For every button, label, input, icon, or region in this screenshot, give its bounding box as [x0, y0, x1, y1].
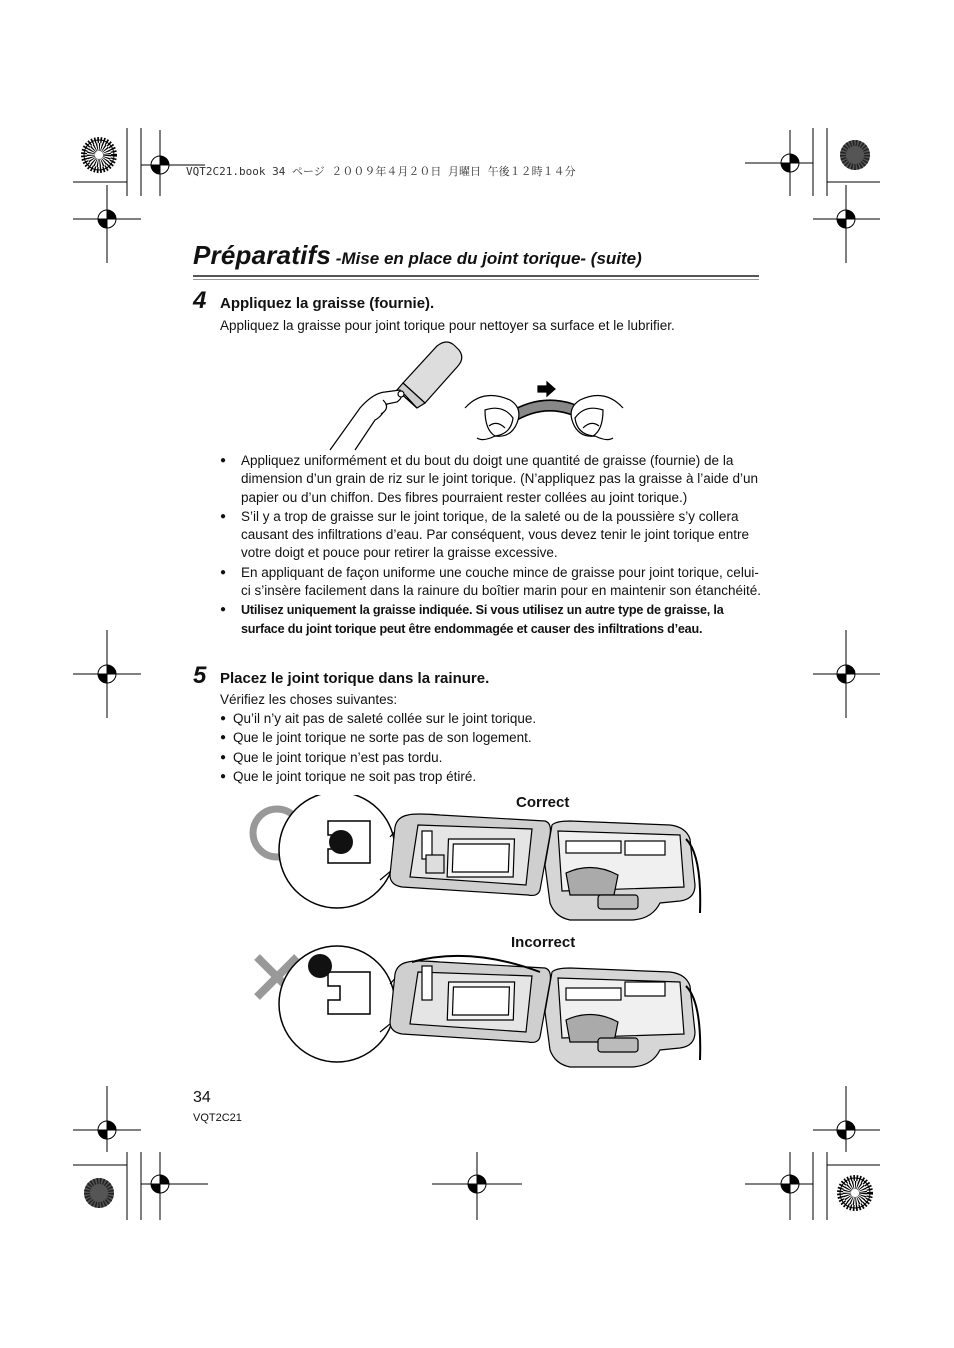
title-sub: -Mise en place du joint torique- (suite): [331, 249, 642, 268]
step-5-heading: Placez le joint torique dans la rainure.: [220, 670, 490, 687]
page-title: [193, 240, 642, 271]
title-main: Préparatifs: [193, 240, 332, 270]
correct-illustration: [240, 795, 715, 925]
step-4-number: 4: [193, 287, 207, 314]
model-code: VQT2C21: [193, 1112, 242, 1124]
bullet-item-warning: ● Utilisez uniquement la graisse indiquée. Si vous utilisez un autre type de graisse, la surface du joint torique peut être endommagée et causer des infiltrations d’eau.: [220, 601, 765, 638]
step-5-intro: Vérifiez les choses suivantes:: [220, 692, 398, 707]
correct-label: Correct: [516, 794, 570, 811]
check-item: ● Que le joint torique n’est pas tordu.: [220, 748, 720, 767]
step-5-number: 5: [193, 662, 207, 689]
bullet-item: ● Appliquez uniformément et du bout du doigt une quantité de graisse (fournie) de la dimension d’un grain de riz sur le joint torique. (N’appliquez pas la graisse à l’aide d’un papier ou d’un chiffon. Des fibres pourraient rester collées au joint torique.): [220, 452, 765, 507]
page-number: 34: [193, 1089, 211, 1106]
step-5-checklist: [220, 709, 720, 786]
title-rule: [193, 275, 759, 277]
incorrect-illustration: [240, 942, 715, 1074]
bullet-item: ● S’il y a trop de graisse sur le joint torique, de la saleté ou de la poussière s’y collera causant des infiltrations d’eau. Par conséquent, vous devez tenir le joint torique entre votre doigt et pouce pour retirer la graisse excessive.: [220, 508, 765, 563]
step-4-bullets: [220, 452, 765, 638]
grease-illustration: [325, 338, 635, 453]
check-item: ● Que le joint torique ne soit pas trop étiré.: [220, 767, 720, 786]
check-item: ● Que le joint torique ne sorte pas de son logement.: [220, 728, 720, 747]
print-header: VQT2C21.book 34 ページ ２００９年４月２０日 月曜日 午後１２時１４分: [186, 165, 576, 178]
bullet-item: ● En appliquant de façon uniforme une couche mince de graisse pour joint torique, celui-ci s’insère facilement dans la rainure du boîtier marin pour en maintenir son étanchéité.: [220, 564, 765, 601]
check-item: ● Qu’il n’y ait pas de saleté collée sur le joint torique.: [220, 709, 720, 728]
title-rule-thin: [193, 279, 759, 280]
step-4-heading: Appliquez la graisse (fournie).: [220, 295, 435, 312]
incorrect-label: Incorrect: [511, 934, 576, 951]
step-4-text: Appliquez la graisse pour joint torique pour nettoyer sa surface et le lubrifier.: [220, 318, 675, 333]
